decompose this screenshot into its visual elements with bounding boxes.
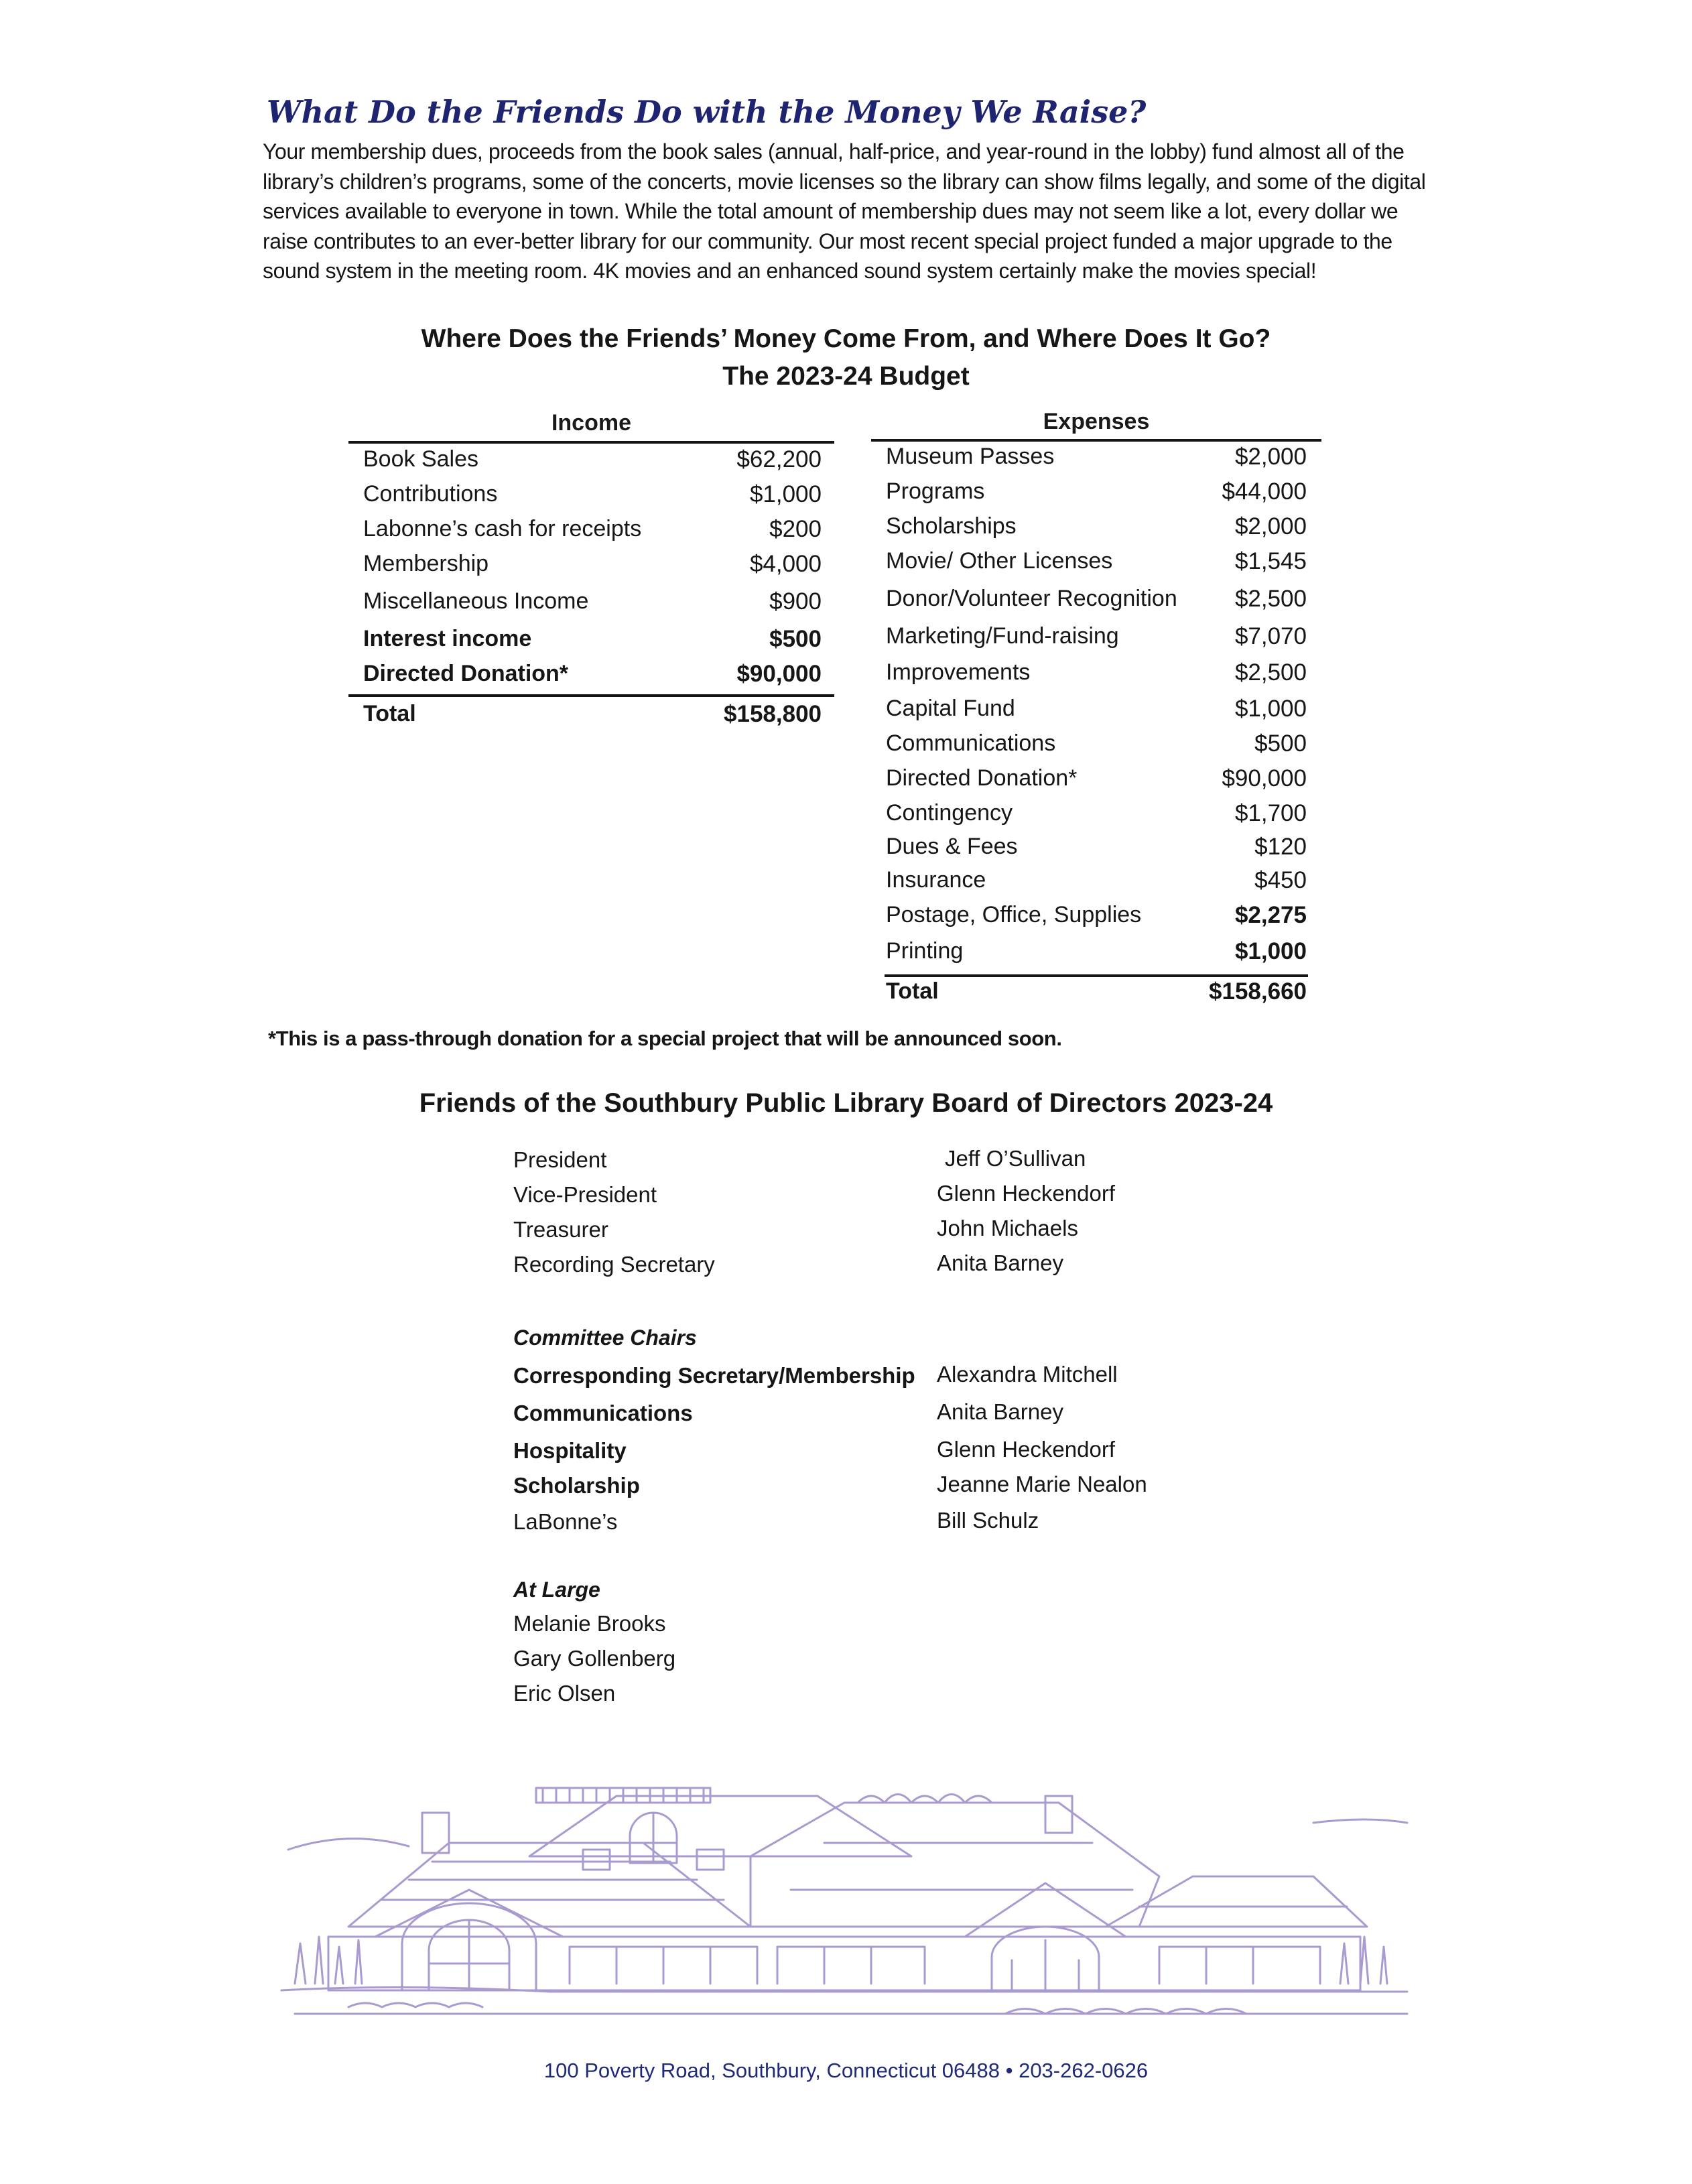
income-row-value: $4,000	[749, 551, 822, 577]
income-row-value: $900	[769, 588, 822, 615]
income-row	[363, 516, 822, 550]
at-large-member: Melanie Brooks	[513, 1611, 666, 1636]
income-header: Income	[551, 410, 632, 436]
committee-name: Alexandra Mitchell	[937, 1362, 1118, 1387]
expense-row	[886, 696, 1307, 729]
committee-role: Hospitality	[513, 1438, 627, 1463]
income-row-value: $200	[769, 516, 822, 542]
expense-row-label: Movie/ Other Licenses	[886, 548, 1113, 574]
income-row-label: Directed Donation*	[363, 661, 569, 686]
expenses-total-rule	[885, 974, 1308, 977]
expenses-total-row	[886, 978, 1307, 1012]
income-row-label: Membership	[363, 551, 489, 576]
committee-name: Glenn Heckendorf	[937, 1437, 1115, 1462]
income-total-label: Total	[363, 701, 416, 726]
library-building-icon	[268, 1783, 1421, 2064]
income-row-label: Contributions	[363, 481, 498, 507]
committee-role: Corresponding Secretary/Membership	[513, 1363, 915, 1388]
intro-paragraph: Your membership dues, proceeds from the book sales (annual, half-price, and year-round in the lobby) fund almost all of the library’s children’s programs, some of the concerts, movie licenses so the library can show films legally, and some of the digital services available to everyone in town. While the total amount of membership dues may not seem like a lot, every dollar we raise contributes to an ever-better library for our community. Our most recent special project funded a major upgrade to the sound system in the meeting room. 4K movies and an enhanced sound system certainly make the movies special!	[263, 139, 1426, 283]
expense-row	[886, 513, 1307, 547]
committee-name: Bill Schulz	[937, 1508, 1039, 1533]
expense-row-value: $7,070	[1234, 623, 1307, 649]
expense-row-label: Dues & Fees	[886, 834, 1018, 859]
committee-role: LaBonne’s	[513, 1509, 618, 1534]
budget-subtitle: The 2023-24 Budget	[722, 362, 970, 391]
expense-row-label: Programs	[886, 478, 985, 504]
expense-row-value: $500	[1254, 730, 1307, 757]
expense-row	[886, 548, 1307, 582]
at-large-member: Gary Gollenberg	[513, 1646, 676, 1671]
expense-row	[886, 444, 1307, 477]
expense-row-value: $1,000	[1234, 696, 1307, 722]
board-title: Friends of the Southbury Public Library Board of Directors 2023-24	[419, 1088, 1273, 1118]
officer-role: Treasurer	[513, 1217, 608, 1242]
committee-chairs-heading: Committee Chairs	[513, 1326, 697, 1350]
officer-role: President	[513, 1147, 607, 1172]
expense-row-value: $2,000	[1234, 513, 1307, 539]
expense-row-value: $450	[1254, 867, 1307, 893]
income-row	[363, 481, 822, 515]
income-row-label: Interest income	[363, 626, 532, 651]
expense-row-label: Improvements	[886, 659, 1031, 685]
address-footer: 100 Poverty Road, Southbury, Connecticut 06488 • 203-262-0626	[543, 2059, 1149, 2082]
expense-row-label: Capital Fund	[886, 696, 1015, 721]
expense-row-label: Marketing/Fund-raising	[886, 623, 1119, 649]
expense-row-value: $2,000	[1234, 444, 1307, 470]
income-row-label: Labonne’s cash for receipts	[363, 516, 642, 541]
officer-name: John Michaels	[937, 1216, 1078, 1240]
expenses-header-rule	[871, 439, 1321, 442]
income-total-value: $158,800	[724, 701, 822, 727]
expenses-total-label: Total	[886, 978, 939, 1004]
income-row-value: $90,000	[736, 661, 822, 687]
expense-row-value: $2,275	[1234, 902, 1307, 928]
expense-row-label: Museum Passes	[886, 444, 1055, 469]
income-total-rule	[348, 694, 834, 697]
expense-row	[886, 834, 1307, 867]
expense-row-value: $2,500	[1234, 586, 1307, 612]
expense-row-value: $2,500	[1234, 659, 1307, 686]
at-large-member: Eric Olsen	[513, 1681, 616, 1706]
intro-heading: What Do the Friends Do with the Money We Raise?	[267, 94, 1147, 130]
expense-row	[886, 623, 1307, 657]
officer-name: Anita Barney	[937, 1250, 1063, 1275]
expense-row	[886, 938, 1307, 972]
officer-role: Recording Secretary	[513, 1252, 715, 1277]
expenses-header: Expenses	[1043, 409, 1150, 434]
committee-name: Jeanne Marie Nealon	[937, 1472, 1147, 1496]
income-row-label: Miscellaneous Income	[363, 588, 589, 614]
expense-row	[886, 586, 1307, 619]
budget-title: Where Does the Friends’ Money Come From, and Where Does It Go?	[421, 324, 1271, 353]
expense-row-label: Scholarships	[886, 513, 1017, 539]
income-total-row	[363, 701, 822, 734]
expense-row	[886, 765, 1307, 799]
expense-row-value: $44,000	[1222, 478, 1307, 505]
at-large-heading: At Large	[513, 1578, 600, 1602]
expense-row-value: $120	[1254, 834, 1307, 860]
income-row	[363, 446, 822, 480]
expense-row-label: Postage, Office, Supplies	[886, 902, 1142, 927]
expense-row-label: Communications	[886, 730, 1056, 756]
officer-name: Glenn Heckendorf	[937, 1181, 1115, 1206]
income-row	[363, 588, 822, 622]
expense-row-label: Insurance	[886, 867, 986, 893]
expense-row-value: $1,000	[1234, 938, 1307, 964]
expense-row	[886, 478, 1307, 512]
footnote: *This is a pass-through donation for a special project that will be announced soon.	[268, 1027, 1062, 1050]
expense-row-value: $90,000	[1222, 765, 1307, 791]
committee-role: Scholarship	[513, 1473, 640, 1498]
income-row	[363, 551, 822, 584]
expense-row	[886, 730, 1307, 764]
committee-name: Anita Barney	[937, 1399, 1063, 1424]
officer-name: Jeff O’Sullivan	[945, 1146, 1086, 1171]
officer-role: Vice-President	[513, 1182, 657, 1207]
expense-row-label: Printing	[886, 938, 964, 964]
expenses-total-value: $158,660	[1209, 978, 1307, 1005]
expense-row-label: Contingency	[886, 800, 1013, 826]
expense-row	[886, 800, 1307, 834]
expense-row-value: $1,545	[1234, 548, 1307, 574]
expense-row-label: Directed Donation*	[886, 765, 1078, 791]
income-row-value: $1,000	[749, 481, 822, 507]
expense-row	[886, 902, 1307, 936]
expense-row	[886, 867, 1307, 901]
expense-row-label: Donor/Volunteer Recognition	[886, 586, 1177, 611]
income-row	[363, 626, 822, 659]
expense-row	[886, 659, 1307, 693]
income-header-rule	[348, 441, 834, 444]
income-row	[363, 661, 822, 694]
income-row-label: Book Sales	[363, 446, 478, 472]
expense-row-value: $1,700	[1234, 800, 1307, 826]
income-row-value: $500	[769, 626, 822, 652]
committee-role: Communications	[513, 1401, 693, 1425]
income-row-value: $62,200	[736, 446, 822, 472]
